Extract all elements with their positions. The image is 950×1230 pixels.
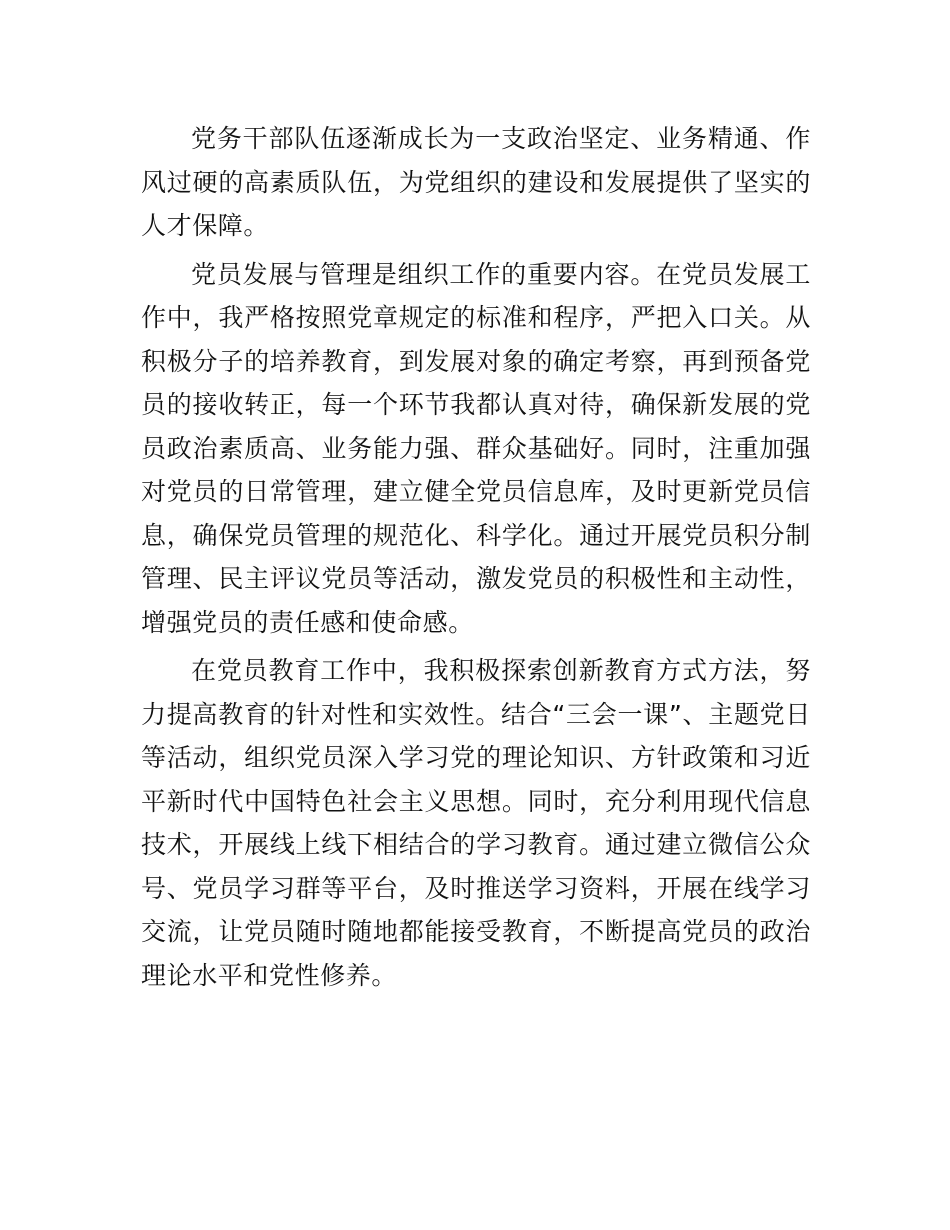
paragraph-member-development: 党员发展与管理是组织工作的重要内容。在党员发展工作中，我严格按照党章规定的标准和程序，严把入口关。从积极分子的培养教育，到发展对象的确定考察，再到预备党员的接收转正，每一个环节我都认真对待，确保新发展的党员政治素质高、业务能力强、群众基础好。同时，注重加强对党员的日常管理，建立健全党员信息库，及时更新党员信息，确保党员管理的规范化、科学化。通过开展党员积分制管理、民主评议党员等活动，激发党员的积极性和主动性，增强党员的责任感和使命感。 bbox=[141, 259, 811, 637]
paragraph-party-cadres: 党务干部队伍逐渐成长为一支政治坚定、业务精通、作风过硬的高素质队伍，为党组织的建设和发展提供了坚实的人才保障。 bbox=[141, 124, 811, 240]
paragraph-member-education: 在党员教育工作中，我积极探索创新教育方式方法，努力提高教育的针对性和实效性。结合“三会一课”、主题党日等活动，组织党员深入学习党的理论知识、方针政策和习近平新时代中国特色社会主义思想。同时，充分利用现代信息技术，开展线上线下相结合的学习教育。通过建立微信公众号、党员学习群等平台，及时推送学习资料，开展在线学习交流，让党员随时随地都能接受教育，不断提高党员的政治理论水平和党性修养。 bbox=[141, 656, 811, 990]
document-body bbox=[141, 117, 811, 1002]
